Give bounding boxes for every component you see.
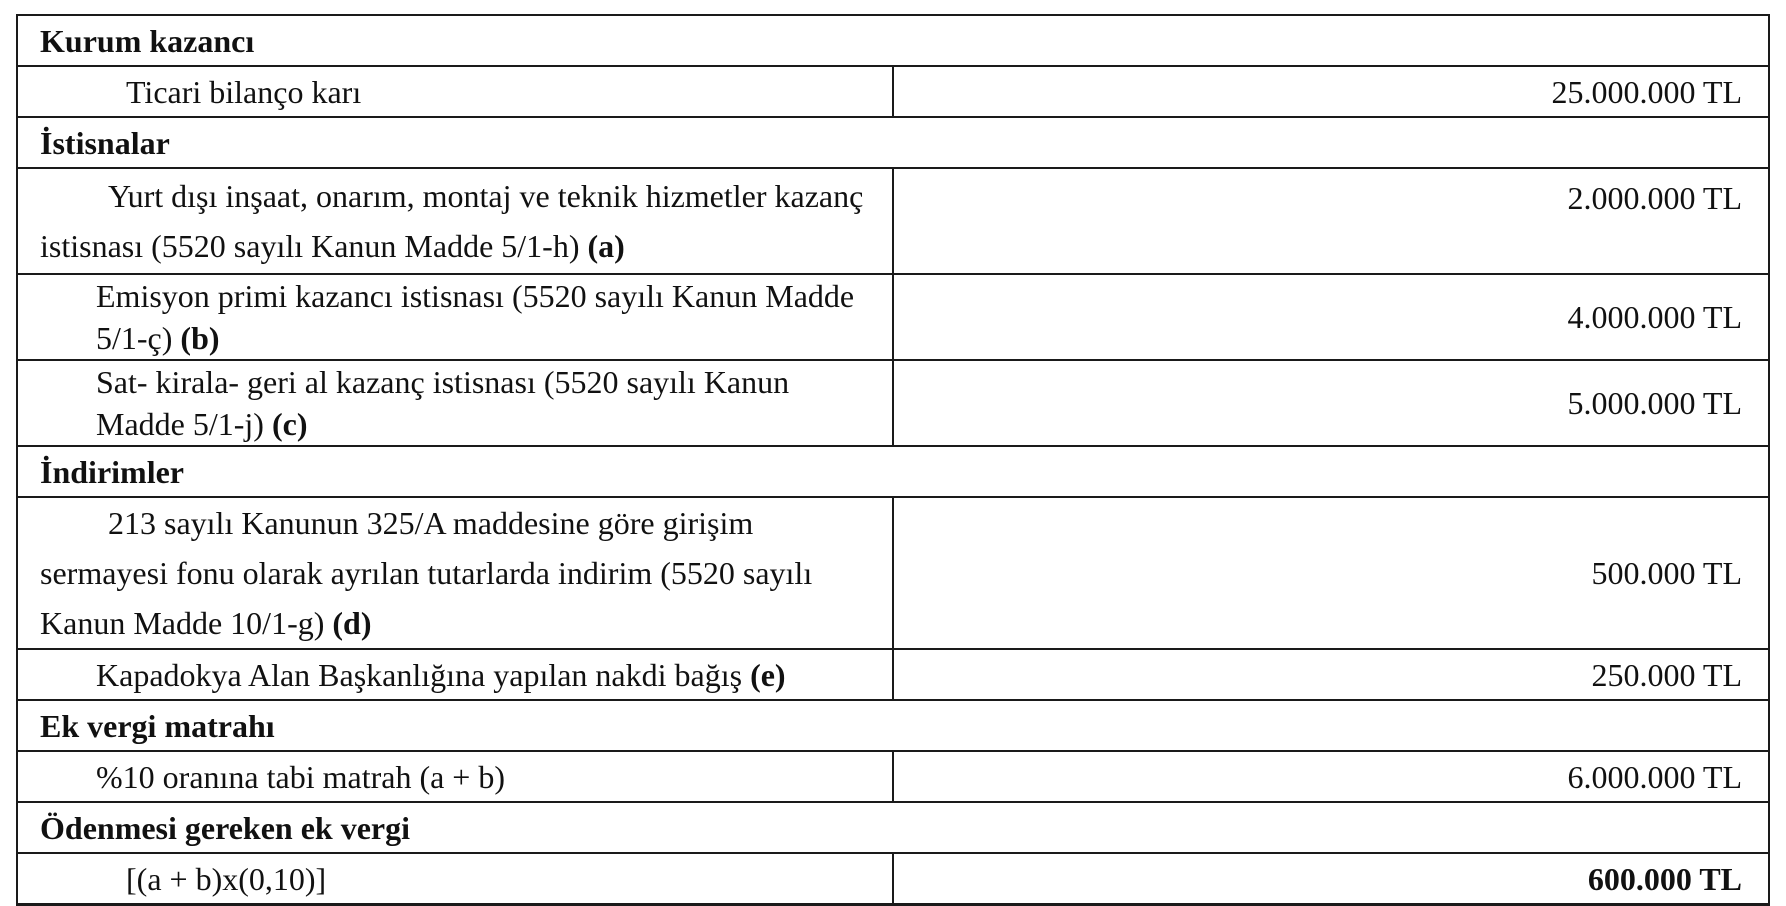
table-row-yurt-disi: [17, 168, 1769, 274]
table-row-matrah: [17, 751, 1769, 802]
row-label-girisim: 213 sayılı Kanunun 325/A maddesine göre girişim sermayesi fonu olarak ayrılan tutarlarda indirim (5520 sayılı Kanun Madde 10/1-g): [40, 505, 813, 641]
row-amount-matrah: 6.000.000 TL: [893, 751, 1769, 802]
row-label-yurt-disi: Yurt dışı inşaat, onarım, montaj ve teknik hizmetler kazanç istisnası (5520 sayılı Kanun Madde 5/1-h): [40, 178, 864, 264]
row-amount-kapadokya: 250.000 TL: [893, 649, 1769, 700]
row-label-matrah: %10 oranına tabi matrah (a + b): [17, 751, 893, 802]
table-row-girisim: [17, 497, 1769, 649]
tax-calculation-table-container: [16, 14, 1770, 906]
section-row-ek-vergi-matrahi: [17, 700, 1769, 751]
section-row-kurum-kazanci: [17, 15, 1769, 66]
row-label-cell-sat-kirala: [17, 360, 893, 446]
tax-calculation-table: [16, 14, 1770, 906]
section-row-istisnalar: [17, 117, 1769, 168]
section-row-indirimler: [17, 446, 1769, 497]
row-amount-yurt-disi: 2.000.000 TL: [893, 168, 1769, 274]
row-label-formul: [(a + b)x(0,10)]: [17, 853, 893, 905]
section-row-odenmesi-gereken: [17, 802, 1769, 853]
row-label-kapadokya: Kapadokya Alan Başkanlığına yapılan nakdi bağış: [96, 656, 743, 693]
section-title-odenmesi-gereken: Ödenmesi gereken ek vergi: [17, 802, 1769, 853]
row-label-cell-yurt-disi: [17, 168, 893, 274]
table-row-kapadokya: [17, 649, 1769, 700]
table-row-sat-kirala: [17, 360, 1769, 446]
section-title-kurum-kazanci: Kurum kazancı: [17, 15, 1769, 66]
row-amount-ticari-bilanco: 25.000.000 TL: [893, 66, 1769, 117]
section-title-ek-vergi-matrahi: Ek vergi matrahı: [17, 700, 1769, 751]
row-ref-c: (c): [271, 406, 308, 442]
row-ref-b: (b): [180, 320, 220, 356]
table-row-formul: [17, 853, 1769, 905]
row-ref-e: (e): [750, 656, 786, 693]
row-ref-a: (a): [587, 228, 625, 264]
row-label-ticari-bilanco: Ticari bilanço karı: [17, 66, 893, 117]
row-label-cell-kapadokya: [17, 649, 893, 700]
section-title-indirimler: İndirimler: [17, 446, 1769, 497]
row-amount-girisim: 500.000 TL: [893, 497, 1769, 649]
table-row-emisyon: [17, 274, 1769, 360]
table-row-ticari-bilanco: [17, 66, 1769, 117]
row-label-cell-emisyon: [17, 274, 893, 360]
row-amount-formul: 600.000 TL: [893, 853, 1769, 905]
section-title-istisnalar: İstisnalar: [17, 117, 1769, 168]
row-label-emisyon: Emisyon primi kazancı istisnası (5520 sayılı Kanun Madde 5/1-ç): [96, 278, 855, 356]
row-label-cell-girisim: [17, 497, 893, 649]
row-amount-emisyon: 4.000.000 TL: [893, 274, 1769, 360]
row-amount-sat-kirala: 5.000.000 TL: [893, 360, 1769, 446]
row-ref-d: (d): [332, 605, 372, 641]
row-label-sat-kirala: Sat- kirala- geri al kazanç istisnası (5520 sayılı Kanun Madde 5/1-j): [96, 364, 790, 442]
